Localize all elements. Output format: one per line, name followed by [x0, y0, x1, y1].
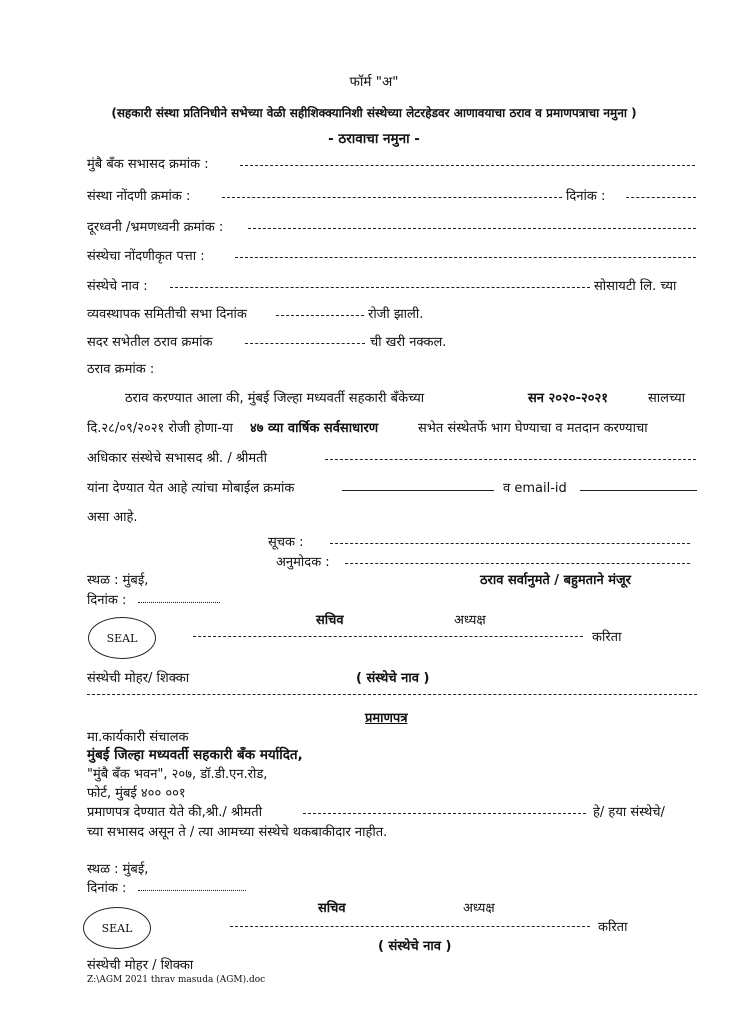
cert-signature-line[interactable]: [230, 926, 590, 927]
date-line[interactable]: [626, 197, 696, 198]
certificate-line1a: प्रमाणपत्र देण्यात येते की,श्री./ श्रीमती: [87, 805, 263, 820]
form-title: फॉर्म "अ": [349, 74, 399, 90]
proposer-line[interactable]: [330, 543, 690, 544]
president-label: अध्यक्ष: [454, 613, 486, 628]
resolution-line5: असा आहे.: [87, 510, 138, 525]
society-name-caption: ( संस्थेचे नाव ): [356, 671, 430, 686]
date-place-line[interactable]: [138, 602, 220, 603]
resolution-line1c: सालच्या: [648, 391, 686, 406]
form-subtitle: (सहकारी संस्था प्रतिनिधीने सभेच्या वेळी सहीशिक्क्यानिशी संस्थेच्या लेटरहेडवर आणावयाचा ठराव व प्रमाणपत्राचा नमुना ): [111, 106, 637, 120]
mobile-line[interactable]: [342, 490, 494, 491]
seconder-label: अनुमोदक :: [276, 555, 330, 570]
cert-stamp-label: संस्थेची मोहर / शिक्का: [87, 958, 194, 973]
email-label: व email-id: [503, 481, 567, 496]
address-line[interactable]: [235, 257, 696, 258]
reg-no-label: संस्था नोंदणी क्रमांक :: [87, 189, 191, 204]
certificate-line1b: हे/ हया संस्थेचे/: [593, 805, 665, 820]
date-label: दिनांक :: [566, 189, 606, 204]
committee-date-line[interactable]: [276, 315, 364, 316]
section-separator: [87, 694, 697, 695]
resolution-year: सन २०२०-२०२१: [528, 391, 609, 406]
phone-label: दूरध्वनी /भ्रमणध्वनी क्रमांक :: [87, 220, 224, 235]
cert-date-line[interactable]: [138, 890, 246, 891]
meeting-held-text: रोजी झाली.: [368, 307, 424, 322]
cert-on-behalf-label: करिता: [598, 920, 628, 935]
cert-seal-circle: SEAL: [83, 907, 151, 949]
stamp-label: संस्थेची मोहर/ शिक्का: [87, 671, 190, 686]
resolution-line4a: यांना देण्यात येत आहे त्यांचा मोबाईल क्रमांक: [87, 481, 295, 496]
resolution-agm: ४७ व्या वार्षिक सर्वसाधारण: [250, 421, 379, 436]
address-line1: मा.कार्यकारी संचालक: [87, 730, 189, 745]
cert-secretary-label: सचिव: [318, 901, 346, 916]
true-copy-text: ची खरी नक्कल.: [370, 335, 447, 350]
resolution-line1a: ठराव करण्यात आला की, मुंबई जिल्हा मध्यवर्ती सहकारी बँकेच्या: [125, 391, 425, 406]
proposer-label: सूचक :: [268, 535, 304, 550]
certificate-line2: च्या सभासद असून ते / त्या आमच्या संस्थेचे थकबाकीदार नाहीत.: [87, 825, 388, 840]
society-name-label: संस्थेचे नाव :: [87, 279, 148, 294]
on-behalf-label: करिता: [592, 630, 622, 645]
committee-label: व्यवस्थापक समितीची सभा दिनांक: [87, 307, 247, 322]
cert-president-label: अध्यक्ष: [463, 901, 495, 916]
file-path-footer: Z:\AGM 2021 thrav masuda (AGM).doc: [87, 975, 266, 985]
resolution-label: ठराव क्रमांक :: [87, 362, 155, 377]
member-name-line[interactable]: [325, 459, 696, 460]
place-label: स्थळ : मुंबई,: [87, 573, 149, 588]
section-heading: - ठरावाचा नमुना -: [328, 131, 420, 147]
address-line3: "मुंबै बँक भवन", २०७, डॉ.डी.एन.रोड,: [87, 767, 268, 782]
certificate-heading: प्रमाणपत्र: [365, 711, 408, 726]
cert-place-label: स्थळ : मुंबई,: [87, 862, 149, 877]
seal-circle: SEAL: [88, 617, 156, 659]
address-label: संस्थेचा नोंदणीकृत पत्ता :: [87, 249, 205, 264]
resolution-line2c: सभेत संस्थेतर्फे भाग घेण्याचा व मतदान करण्याचा: [418, 421, 648, 436]
society-name-line[interactable]: [170, 287, 590, 288]
certificate-name-line[interactable]: [303, 813, 586, 814]
member-no-line[interactable]: [240, 165, 695, 166]
phone-line[interactable]: [248, 228, 696, 229]
address-line2: मुंबई जिल्हा मध्यवर्ती सहकारी बँक मर्यादित,: [87, 747, 303, 763]
email-line[interactable]: [580, 490, 697, 491]
unanimous-text: ठराव सर्वानुमते / बहुमताने मंजूर: [480, 573, 631, 588]
seconder-line[interactable]: [345, 563, 690, 564]
cert-society-name-caption: ( संस्थेचे नाव ): [378, 939, 452, 954]
reg-no-line[interactable]: [222, 197, 562, 198]
date-place-label: दिनांक :: [87, 593, 127, 608]
resolution-line3: अधिकार संस्थेचे सभासद श्री. / श्रीमती: [87, 451, 267, 466]
address-line4: फोर्ट, मुंबई ४०० ००१: [87, 786, 186, 801]
resolution-no-label: सदर सभेतील ठराव क्रमांक: [87, 335, 213, 350]
resolution-no-line[interactable]: [245, 343, 365, 344]
signature-line[interactable]: [193, 636, 583, 637]
society-suffix: सोसायटी लि. च्या: [594, 279, 677, 294]
resolution-line2a: दि.२८/०९/२०२१ रोजी होणा-या: [87, 421, 233, 436]
member-no-label: मुंबै बँक सभासद क्रमांक :: [87, 157, 209, 172]
secretary-label: सचिव: [316, 613, 344, 628]
cert-date-label: दिनांक :: [87, 881, 127, 896]
